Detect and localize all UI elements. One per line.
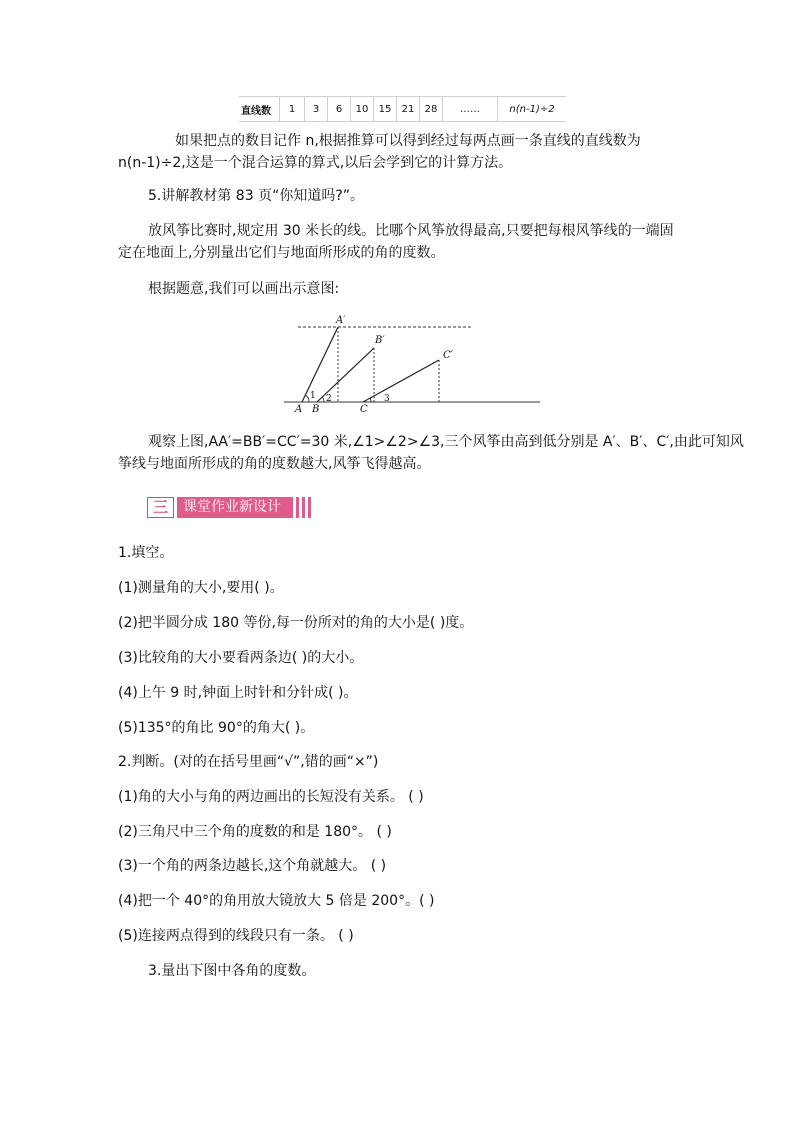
question-title: 1.填空。 <box>118 545 174 561</box>
table-cell: 28 <box>420 97 443 122</box>
label-a: A <box>295 404 303 415</box>
table-cell: 10 <box>351 97 374 122</box>
table-header-cell: 直线数 <box>241 105 271 117</box>
question-item: (3)一个角的两条边越长,这个角就越大。 ( ) <box>118 858 387 874</box>
kite-angle-diagram <box>280 310 545 415</box>
table-row <box>239 97 566 122</box>
label-angle-1: 1 <box>310 391 316 401</box>
paragraph-text: 根据题意,我们可以画出示意图: <box>148 281 340 297</box>
question-item: (5)连接两点得到的线段只有一条。 ( ) <box>118 928 354 944</box>
table-cell: 3 <box>305 97 328 122</box>
question-title: 2.判断。(对的在括号里画“√”,错的画“×”) <box>118 754 379 770</box>
label-angle-2: 2 <box>326 394 332 404</box>
label-c: C <box>360 404 368 415</box>
question-item: (3)比较角的大小要看两条边( )的大小。 <box>118 650 364 666</box>
question-item: (2)三角尺中三个角的度数的和是 180°。 ( ) <box>118 824 392 840</box>
table-cell: n(n-1)÷2 <box>498 97 567 122</box>
angle-arc-1 <box>305 395 309 402</box>
paragraph-text: n(n-1)÷2,这是一个混合运算的算式,以后会学到它的计算方法。 <box>118 155 513 171</box>
table-cell: …… <box>443 97 498 122</box>
section-title: 课堂作业新设计 <box>177 497 293 518</box>
label-a-prime: A′ <box>336 315 346 326</box>
question-item: (4)把一个 40°的角用放大镜放大 5 倍是 200°。( ) <box>118 893 435 909</box>
table-cell: 6 <box>328 97 351 122</box>
paragraph-text: 观察上图,AA′=BB′=CC′=30 米,∠1>∠2>∠3,三个风筝由高到低分别是 A′、B′、C′,由此可知风 <box>148 434 744 450</box>
section-number: 三 <box>147 497 174 518</box>
table-cell: 21 <box>397 97 420 122</box>
question-title: 3.量出下图中各角的度数。 <box>148 963 316 979</box>
paragraph-text: 定在地面上,分别量出它们与地面所形成的角的度数。 <box>118 245 445 261</box>
section-banner <box>147 497 314 518</box>
question-item: (1)角的大小与角的两边画出的长短没有关系。 ( ) <box>118 789 424 805</box>
label-b: B <box>312 404 320 415</box>
list-item: 5.讲解教材第 83 页“你知道吗?”。 <box>148 188 365 204</box>
label-c-prime: C′ <box>443 350 453 361</box>
angle-arc-2 <box>322 397 324 402</box>
paragraph-text: 放风筝比赛时,规定用 30 米长的线。比哪个风筝放得最高,只要把每根风筝线的一端固 <box>148 223 674 239</box>
question-item: (1)测量角的大小,要用( )。 <box>118 580 284 596</box>
question-item: (4)上午 9 时,钟面上时针和分针成( )。 <box>118 685 358 701</box>
table-cell: 15 <box>374 97 397 122</box>
question-item: (5)135°的角比 90°的角大( )。 <box>118 720 315 736</box>
table-cell: 1 <box>280 97 305 122</box>
paragraph-text: 如果把点的数目记作 n,根据推算可以得到经过每两点画一条直线的直线数为 <box>175 133 641 149</box>
question-item: (2)把半圆分成 180 等份,每一份所对的角的大小是( )度。 <box>118 615 474 631</box>
paragraph-text: 筝线与地面所形成的角的度数越大,风筝飞得越高。 <box>118 456 431 472</box>
banner-stripes <box>296 497 314 518</box>
line-count-table <box>239 96 566 122</box>
label-b-prime: B′ <box>375 335 385 346</box>
kite-line-a <box>302 327 338 402</box>
angle-arc-3 <box>370 398 371 402</box>
label-angle-3: 3 <box>384 394 390 404</box>
